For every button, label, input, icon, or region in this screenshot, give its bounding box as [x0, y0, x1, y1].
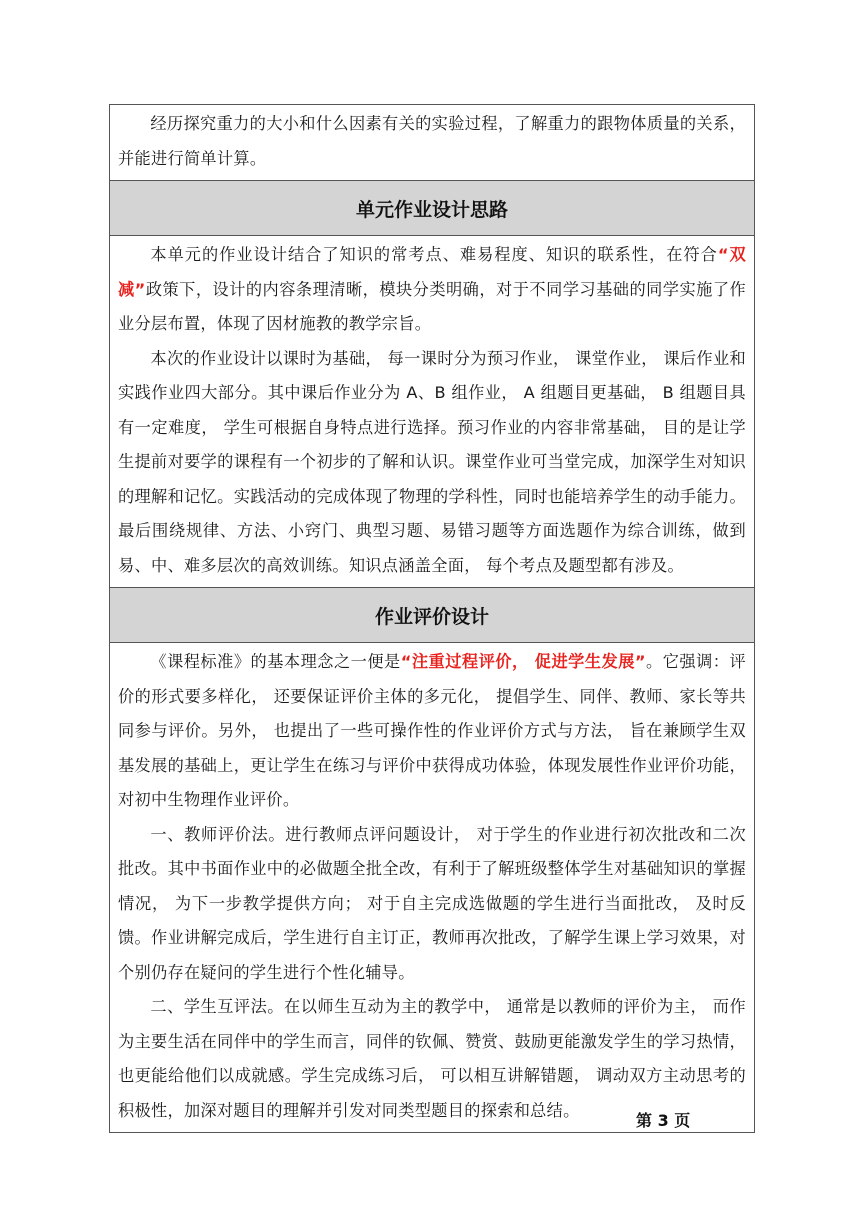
evaluation-paragraph-1	[118, 645, 746, 818]
intro-cell	[110, 105, 754, 181]
eval-p1-text-b: 。它强调：评价的形式要多样化， 还要保证评价主体的多元化， 提倡学生、同伴、教师、家长等共同参与评价。另外， 也提出了一些可操作性的作业评价方式与方法， 旨在兼顾学生双基发展的基础上，更让学生在练习与评价中获得成功体验，体现发展性作业评价功能，对初中生物理作业评价。	[118, 652, 746, 809]
design-p1-text-b: 政策下，设计的内容条理清晰，模块分类明确，对于不同学习基础的同学实施了作业分层布置，体现了因材施教的教学宗旨。	[118, 279, 746, 333]
evaluation-paragraph-2: 一、教师评价法。进行教师点评问题设计， 对于学生的作业进行初次批改和二次批改。其中书面作业中的必做题全批全改，有利于了解班级整体学生对基础知识的掌握情况， 为下一步教学提供方向； 对于自主完成选做题的学生进行当面批改， 及时反馈。作业讲解完成后，学生进行自主订正，教师再次批改，了解学生课上学习效果，对个别仍存在疑问的学生进行个性化辅导。	[118, 824, 746, 982]
intro-paragraph: 经历探究重力的大小和什么因素有关的实验过程，了解重力的跟物体质量的关系，并能进行简单计算。	[118, 114, 746, 168]
section-header-design: 单元作业设计思路	[110, 181, 754, 236]
eval-p1-text-a: 《课程标准》的基本理念之一便是	[150, 652, 401, 671]
double-reduction-highlight: “双减”	[118, 245, 746, 299]
page-number: 第 3 页	[636, 1111, 691, 1130]
content-table	[109, 104, 755, 1133]
design-paragraph-2: 本次的作业设计以课时为基础， 每一课时分为预习作业， 课堂作业， 课后作业和实践作业四大部分。其中课后作业分为 A、B 组作业， A 组题目更基础， B 组题目具有一定难度， 学生可根据自身特点进行选择。预习作业的内容非常基础， 目的是让学生提前对要学的课程有一个初步的了解和认识。课堂作业可当堂完成，加深学生对知识的理解和记忆。实践活动的完成体现了物理的学科性，同时也能培养学生的动手能力。最后围绕规律、方法、小窍门、典型习题、易错习题等方面选题作为综合训练，做到易、中、难多层次的高效训练。知识点涵盖全面， 每个考点及题型都有涉及。	[118, 348, 746, 575]
design-paragraph-1	[118, 238, 746, 342]
design-cell	[110, 236, 754, 588]
section-header-evaluation: 作业评价设计	[110, 588, 754, 643]
process-evaluation-highlight: “注重过程评价， 促进学生发展”	[400, 652, 646, 671]
evaluation-paragraph-3: 二、学生互评法。在以师生互动为主的教学中， 通常是以教师的评价为主， 而作为主要生活在同伴中的学生而言，同伴的钦佩、赞赏、鼓励更能激发学生的学习热情， 也更能给他们以成就感。学生完成练习后， 可以相互讲解错题， 调动双方主动思考的积极性，加深对题目的理解并引发对同类型题目的探索和总结。	[118, 997, 746, 1120]
evaluation-cell	[110, 643, 754, 1132]
design-p1-text-a: 本单元的作业设计结合了知识的常考点、难易程度、知识的联系性，在符合	[150, 245, 718, 264]
